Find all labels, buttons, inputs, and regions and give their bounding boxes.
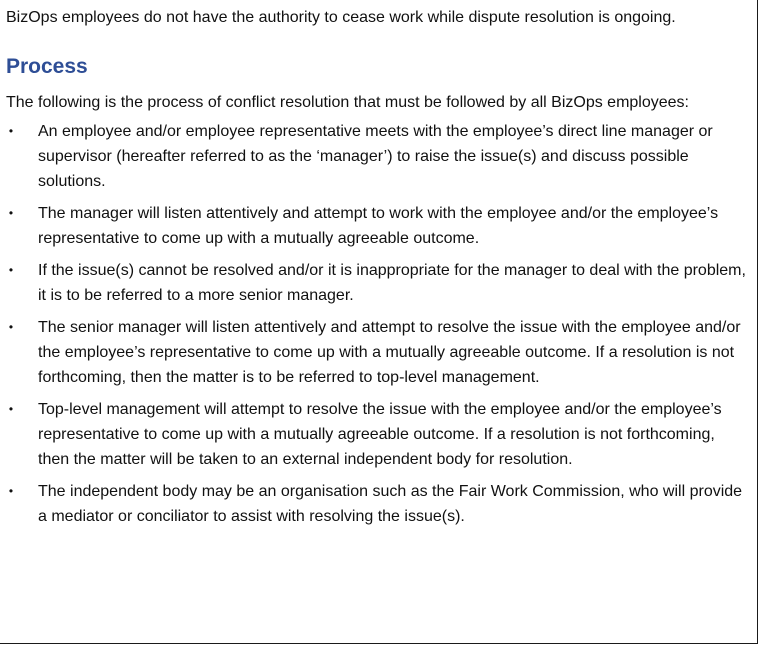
bullet-icon: • — [8, 320, 14, 334]
process-step-text: The manager will listen attentively and attempt to work with the employee and/or the employee’s representative to come up with a mutually agreeable outcome. — [38, 205, 719, 247]
bullet-icon: • — [8, 484, 14, 498]
lead-paragraph: The following is the process of conflict resolution that must be followed by all BizOps employees: — [6, 94, 689, 111]
process-step-text: Top-level management will attempt to resolve the issue with the employee and/or the employee’s representative to come up with a mutually agreeable outcome. If a resolution is not forthcoming, then the matter will be taken to an external independent body for resolution. — [38, 401, 722, 468]
process-steps-list — [6, 119, 748, 529]
process-step-text: An employee and/or employee representative meets with the employee’s direct line manager or supervisor (hereafter referred to as the ‘manager’) to raise the issue(s) and discuss possible solutions. — [38, 123, 713, 190]
process-step — [6, 397, 748, 472]
process-step — [6, 201, 748, 251]
bullet-icon: • — [8, 263, 14, 277]
process-step-text: If the issue(s) cannot be resolved and/or it is inappropriate for the manager to deal with the problem, it is to be referred to a more senior manager. — [38, 262, 746, 304]
process-step-text: The senior manager will listen attentively and attempt to resolve the issue with the employee and/or the employee’s representative to come up with a mutually agreeable outcome. If a resolution is not forthcoming, then the matter is to be referred to top-level management. — [38, 319, 741, 386]
bullet-icon: • — [8, 402, 14, 416]
process-step — [6, 119, 748, 194]
document-page — [6, 5, 748, 536]
section-heading-process: Process — [6, 55, 88, 78]
process-step-text: The independent body may be an organisation such as the Fair Work Commission, who will provide a mediator or conciliator to assist with resolving the issue(s). — [38, 483, 743, 525]
bullet-icon: • — [8, 206, 14, 220]
intro-paragraph: BizOps employees do not have the authority to cease work while dispute resolution is ongoing. — [6, 9, 676, 26]
process-step — [6, 479, 748, 529]
bullet-icon: • — [8, 124, 14, 138]
process-step — [6, 315, 748, 390]
process-step — [6, 258, 748, 308]
